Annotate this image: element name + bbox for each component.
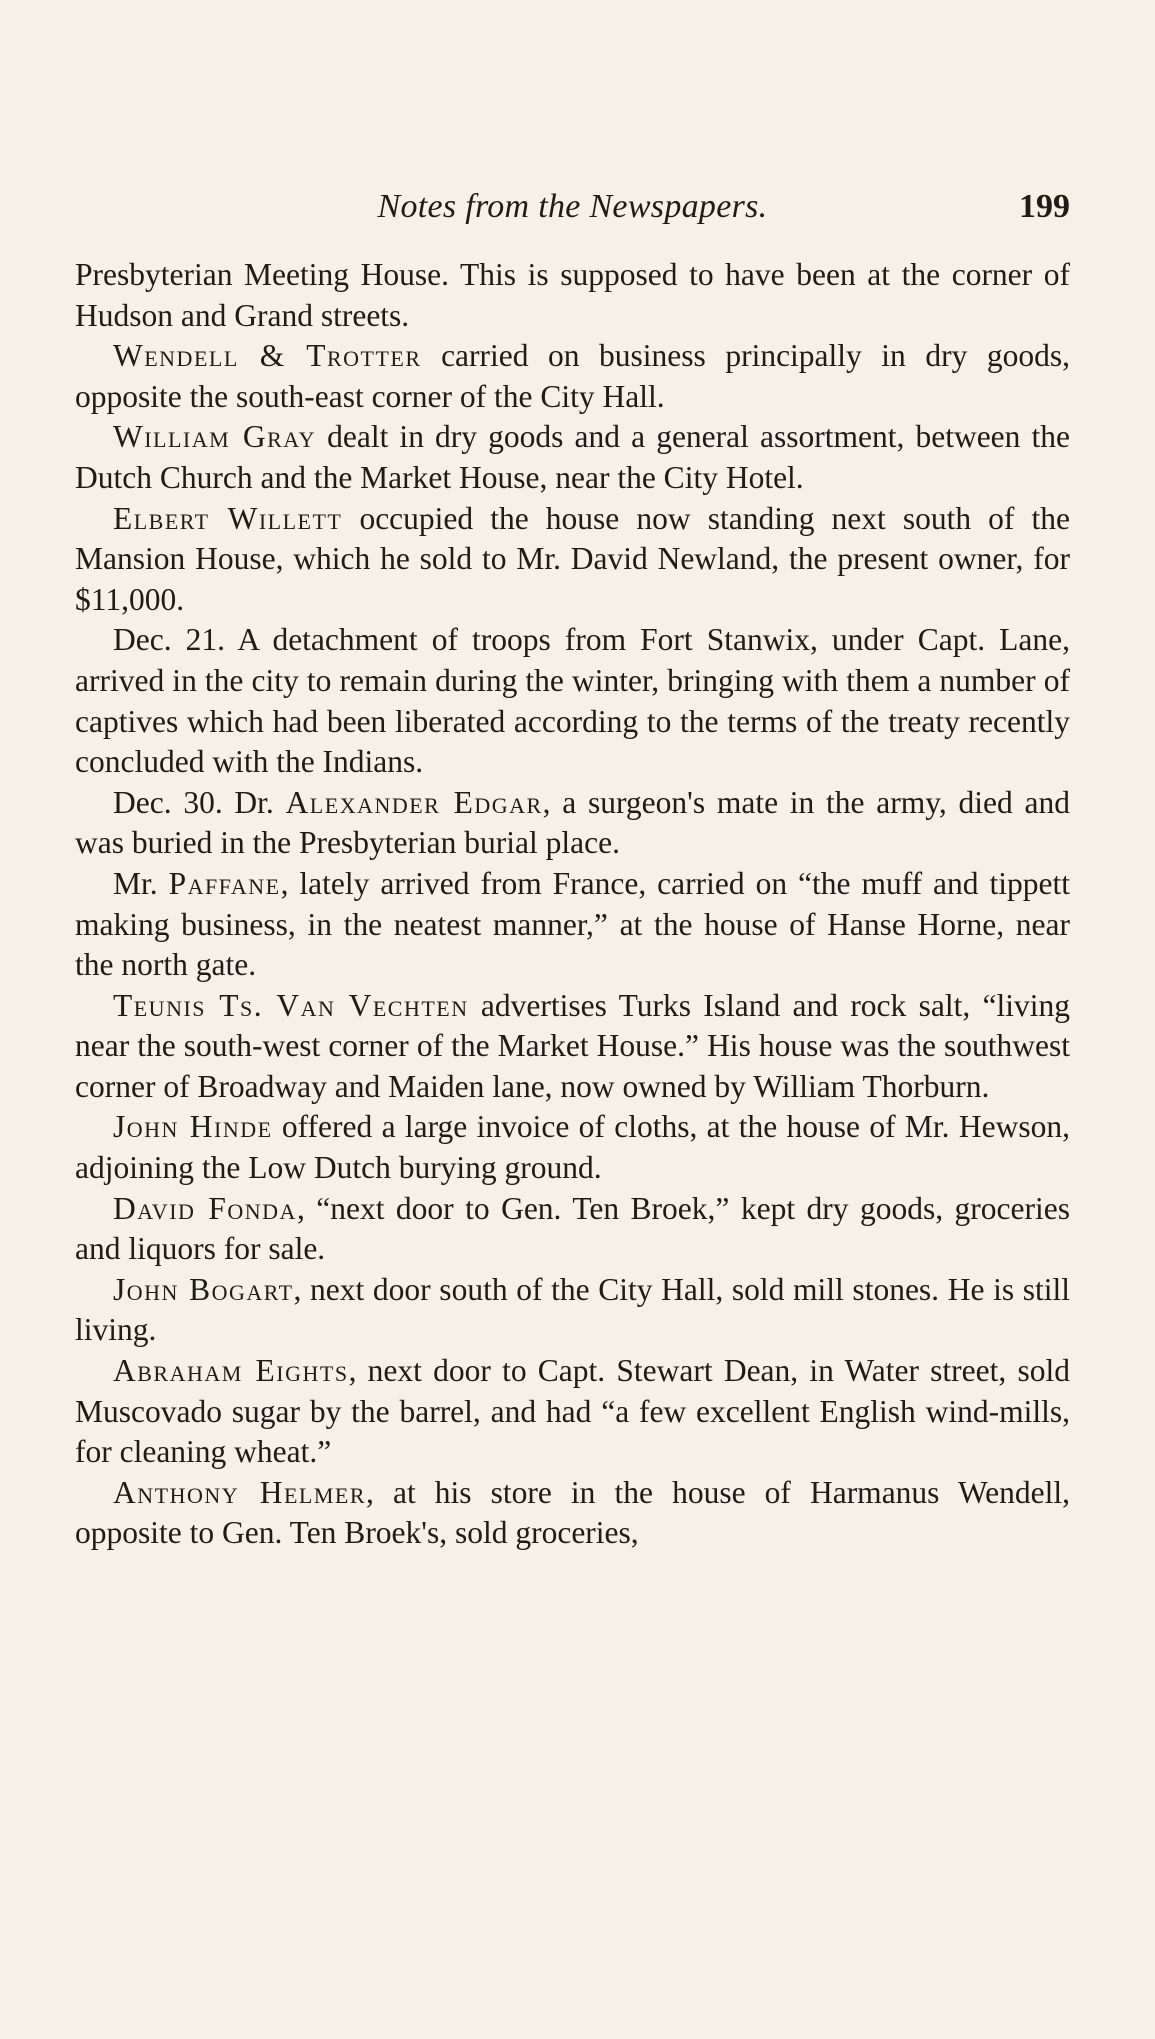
paragraph-text: , at his store in the house of Harmanus Wendell, opposite to Gen. Ten Broek's, sold groceries, xyxy=(75,1474,1070,1551)
body-text xyxy=(75,255,1070,1554)
paragraph-text: offered a large invoice of cloths, at the house of Mr. Hewson, adjoining the Low Dutch burying ground. xyxy=(75,1109,1070,1186)
paragraph xyxy=(75,864,1070,986)
entry-name: Elbert Willett xyxy=(113,500,343,536)
entry-name: Abraham Eights xyxy=(113,1353,349,1389)
entry-name: Alexander Edgar xyxy=(285,784,543,820)
entry-name: John Bogart xyxy=(113,1271,294,1307)
page-header xyxy=(75,188,1070,238)
paragraph-text: , lately arrived from France, carried on “the muff and tippett making business, in the neatest manner,” at the house of Hanse Horne, near the north gate. xyxy=(75,865,1070,983)
paragraph xyxy=(75,1473,1070,1554)
paragraph-text: Presbyterian Meeting House. This is supposed to have been at the corner of Hudson and Grand streets. xyxy=(75,257,1070,333)
paragraph-text: dealt in dry goods and a general assortment, between the Dutch Church and the Market House, near the City Hotel. xyxy=(75,419,1070,495)
entry-name: Teunis Ts. Van Vechten xyxy=(113,987,469,1023)
paragraph xyxy=(75,336,1070,417)
page-number: 199 xyxy=(1019,188,1070,225)
paragraph xyxy=(75,783,1070,864)
paragraph-text: Dec. 21. A detachment of troops from Fort Stanwix, under Capt. Lane, arrived in the city to remain during the winter, bringing with them a number of captives which had been liberated according to the terms of the treaty recently concluded with the Indians. xyxy=(75,622,1070,780)
paragraph xyxy=(75,417,1070,498)
paragraph xyxy=(75,986,1070,1108)
paragraph xyxy=(75,499,1070,621)
paragraph xyxy=(75,1270,1070,1351)
paragraph-text: , “next door to Gen. Ten Broek,” kept dry goods, groceries and liquors for sale. xyxy=(75,1190,1070,1267)
paragraph-text: carried on business principally in dry goods, opposite the south-east corner of the City Hall. xyxy=(75,338,1070,414)
entry-name: William Gray xyxy=(113,419,316,455)
entry-name: Paffane xyxy=(168,865,281,901)
paragraph-text: occupied the house now standing next south of the Mansion House, which he sold to Mr. David Newland, the present owner, for $11,000. xyxy=(75,500,1070,617)
entry-name: John Hinde xyxy=(113,1109,273,1145)
running-title: Notes from the Newspapers. xyxy=(377,188,768,225)
entry-name: Anthony Helmer xyxy=(113,1474,367,1510)
paragraph xyxy=(75,620,1070,782)
entry-name: David Fonda xyxy=(113,1190,297,1226)
paragraph-prefix: Mr. xyxy=(113,865,169,901)
paragraph-text: advertises Turks Island and rock salt, “living near the south-west corner of the Market House.” His house was the southwest corner of Broadway and Maiden lane, now owned by William Thorburn. xyxy=(75,987,1070,1104)
paragraph-text: , a surgeon's mate in the army, died and was buried in the Presbyterian burial place. xyxy=(75,784,1070,861)
paragraph xyxy=(75,1189,1070,1270)
paragraph xyxy=(75,1351,1070,1473)
entry-name: Wendell & Trotter xyxy=(113,338,422,374)
paragraph xyxy=(75,1107,1070,1188)
paragraph-text: , next door to Capt. Stewart Dean, in Water street, sold Muscovado sugar by the barrel, and had “a few excellent English wind-mills, for cleaning wheat.” xyxy=(75,1353,1070,1470)
paragraph-text: , next door south of the City Hall, sold mill stones. He is still living. xyxy=(75,1271,1070,1348)
paragraph xyxy=(75,255,1070,336)
paragraph-prefix: Dec. 30. Dr. xyxy=(113,784,286,820)
